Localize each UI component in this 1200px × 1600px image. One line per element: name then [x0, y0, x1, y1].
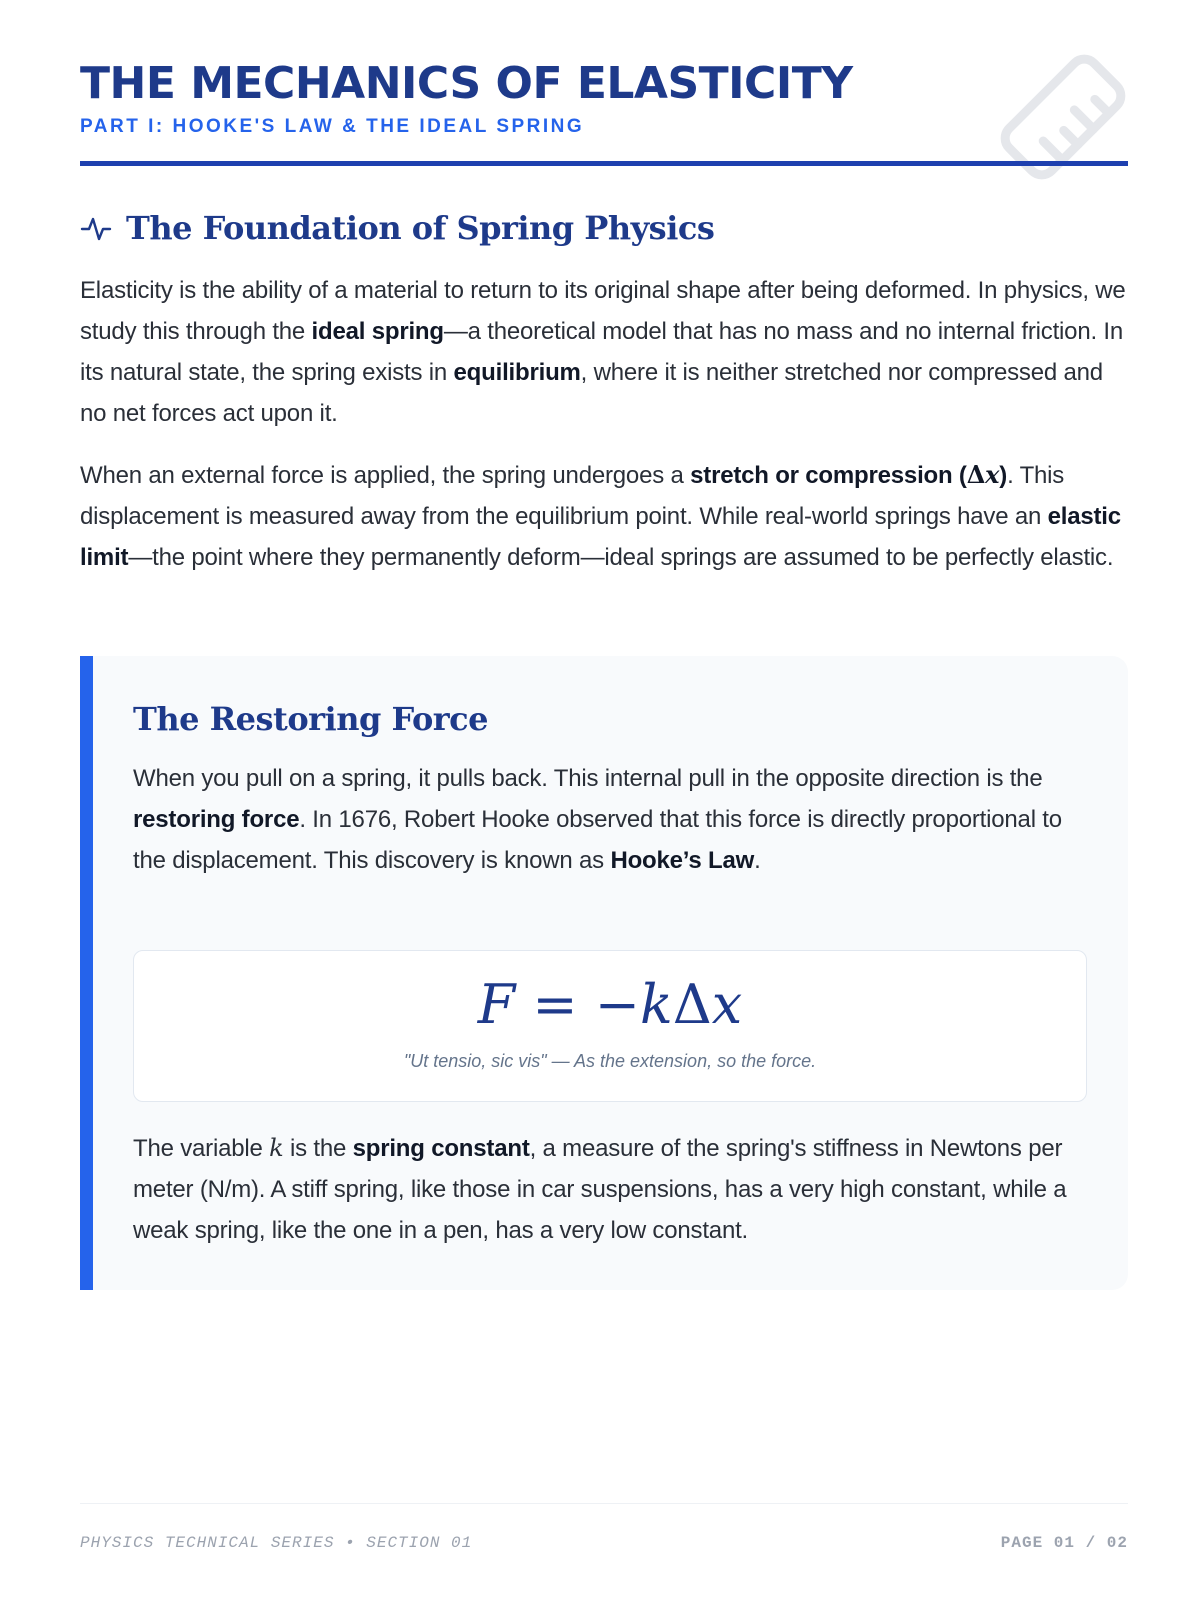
formula-x: x — [711, 973, 743, 1036]
text-run: is the — [283, 1135, 353, 1162]
bold-term-restoring-force: restoring force — [133, 806, 300, 833]
text-run: —the point where they permanently deform—ideal springs are assumed to be perfectly elastic. — [128, 544, 1114, 571]
section-heading — [80, 205, 714, 251]
paragraph-elasticity — [80, 270, 1128, 434]
text-run: , a measure of the spring's stiffness in Newtons per meter (N/m). A stiff spring, like those in car suspensions, has a very high constant, while a weak spring, like the one in a pen, has a very low constant. — [133, 1135, 1067, 1244]
text-run: ) — [999, 462, 1008, 489]
bold-term-stretch — [690, 462, 1007, 489]
bold-term-elastic-limit: elastic limit — [80, 503, 1121, 571]
hookes-law-formula — [134, 973, 1086, 1037]
paragraph-spring-constant — [133, 1128, 1085, 1251]
text-run: stretch or compression ( — [690, 462, 967, 489]
text-run: . In 1676, Robert Hooke observed that this force is directly proportional to the displacement. This discovery is known as — [133, 806, 1062, 874]
text-run: —a theoretical model that has no mass and no internal friction. In its natural state, the spring exists in — [80, 318, 1124, 386]
text-run: When an external force is applied, the spring undergoes a — [80, 462, 691, 489]
page-title: THE MECHANICS OF ELASTICITY — [80, 58, 853, 109]
page-header — [80, 52, 1128, 168]
text-run: The variable — [133, 1135, 270, 1162]
document-page — [80, 0, 1128, 1600]
text-run: , where it is neither stretched nor compressed and no net forces act upon it. — [80, 359, 1103, 427]
formula-k: k — [640, 973, 673, 1036]
bold-term-hookes-law: Hooke’s Law — [610, 847, 755, 874]
paragraph-displacement — [80, 454, 1128, 578]
footer-series-label: PHYSICS TECHNICAL SERIES • SECTION 01 — [80, 1534, 473, 1552]
header-divider — [80, 161, 1128, 166]
text-run: Elasticity is the ability of a material to return to its original shape after being deformed. In physics, we study this through the — [80, 277, 1126, 345]
text-run: . — [754, 847, 761, 874]
page-subtitle: PART I: HOOKE'S LAW & THE IDEAL SPRING — [80, 116, 585, 137]
section-title: The Foundation of Spring Physics — [126, 209, 715, 247]
math-delta: Δ — [966, 460, 986, 489]
math-x: x — [985, 460, 1000, 489]
callout-title: The Restoring Force — [133, 700, 488, 738]
bold-term-spring-constant: spring constant — [352, 1135, 530, 1162]
paragraph-restoring-force — [133, 758, 1085, 881]
callout-accent-bar — [80, 656, 93, 1290]
formula-delta: Δ — [672, 973, 712, 1036]
formula-card — [133, 950, 1087, 1102]
callout-box — [80, 656, 1128, 1290]
text-run: . This displacement is measured away from the equilibrium point. While real-world springs have an — [80, 462, 1065, 530]
footer-divider — [80, 1503, 1128, 1504]
text-run: When you pull on a spring, it pulls back. This internal pull in the opposite direction is the — [133, 765, 1043, 792]
math-k: k — [269, 1134, 284, 1162]
formula-equals-minus: = − — [515, 973, 641, 1036]
formula-F: F — [477, 973, 516, 1036]
formula-caption: "Ut tensio, sic vis" — As the extension, so the force. — [403, 1051, 817, 1071]
footer-page-number: PAGE 01 / 02 — [1000, 1534, 1128, 1552]
bold-term-equilibrium: equilibrium — [453, 359, 581, 386]
bold-term-ideal-spring: ideal spring — [311, 318, 444, 345]
pulse-icon — [80, 212, 112, 244]
